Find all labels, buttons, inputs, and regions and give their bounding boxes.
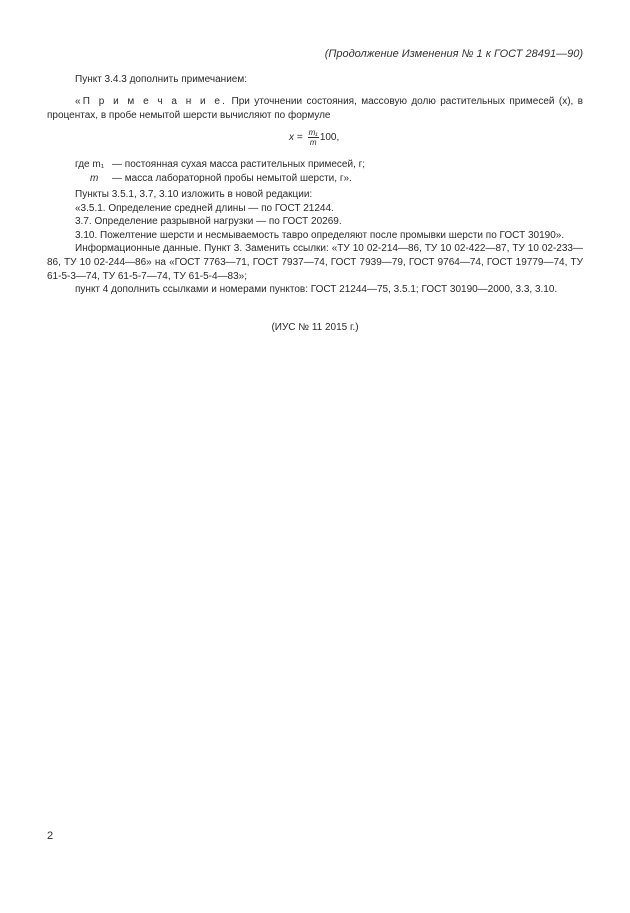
formula-numerator: m₁ [308,128,318,137]
definition-row [75,172,365,186]
note-text [47,95,583,122]
definition-symbol: где m₁ [75,159,105,170]
paragraph-text: Пункты 3.5.1, 3.7, 3.10 изложить в новой редакции: [75,189,313,200]
note-label: «П р и м е ч а н и е. [75,96,228,107]
paragraph-text: Пункт 3.4.3 дополнить примечанием: [75,74,248,85]
formula-fraction [308,128,319,147]
definition-symbol: m [90,173,99,184]
paragraph-3-4-3 [47,73,583,87]
definition-text: — масса лабораторной пробы немытой шерсти, г». [112,173,352,184]
formula-definitions [75,158,365,186]
paragraph-text: пункт 4 дополнить ссылками и номерами пунктов: ГОСТ 21244—75, 3.5.1; ГОСТ 30190—2000, 3.3, 3.10. [75,284,558,296]
page-number: 2 [47,830,54,842]
definition-row [75,158,365,172]
note-body: При уточнении состояния, массовую долю растительных примесей (x), в процентах, в пробе немытой шерсти вычисляют по формуле [47,96,583,121]
paragraph-text: 3.7. Определение разрывной нагрузки — по ГОСТ 20269. [75,216,342,228]
ius-reference: (ИУС № 11 2015 г.) [271,322,359,333]
note-paragraph [47,95,583,122]
formula-rhs: 100, [319,131,340,143]
formula-lhs: x = [289,131,303,143]
definition-text: — постоянная сухая масса растительных примесей, г; [112,159,366,170]
formula [289,128,339,147]
paragraph-text: 3.10. Пожелтение шерсти и несмываемость тавро определяют после промывки шерсти по ГОСТ 30190». [75,229,565,241]
paragraph-text: «3.5.1. Определение средней длины — по ГОСТ 21244. [75,202,334,214]
paragraph-group-3-5-1 [47,188,583,297]
paragraph-text: Информационные данные. Пункт 3. Заменить ссылки: «ТУ 10 02-214—86, ТУ 10 02-422—87, ТУ 10 02-233—86, ТУ 10 02-244—86» на «ГОСТ 7763—71, ГОСТ 7937—74, ГОСТ 7939—79, ГОСТ 9764—74, ГОСТ 19779—74, ТУ 61-5-3—74, ТУ 61-5-7—74, ТУ 61-5-4—83»; [47,243,583,282]
formula-denominator: m [309,138,317,147]
continuation-header: (Продолжение Изменения № 1 к ГОСТ 28491—90) [324,48,583,60]
